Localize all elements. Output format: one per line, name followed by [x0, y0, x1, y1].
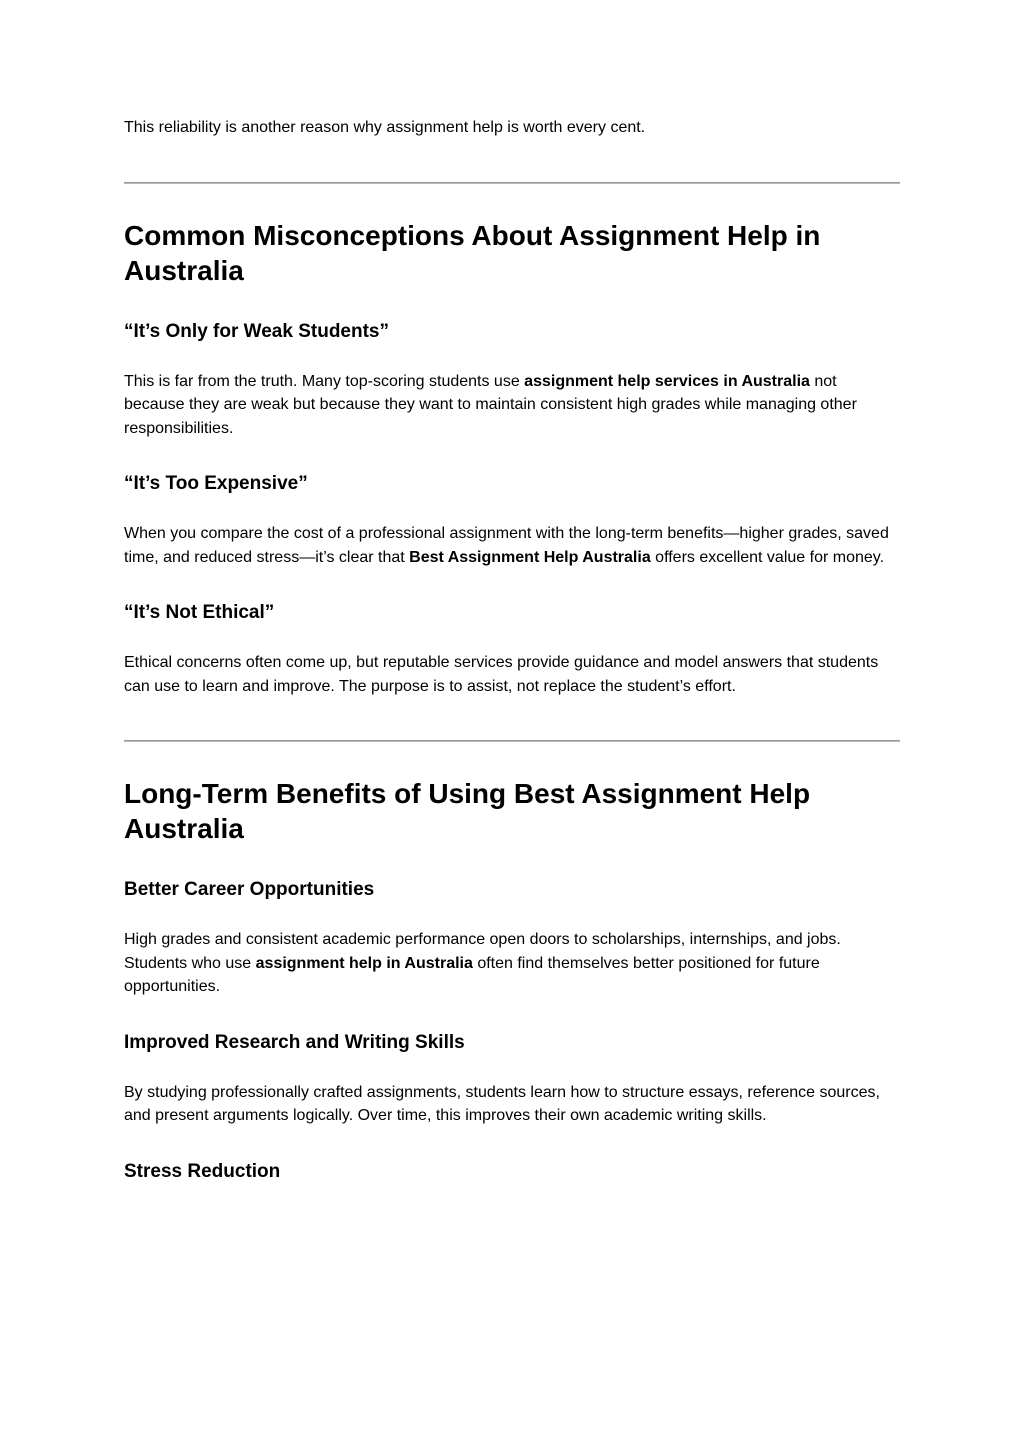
intro-paragraph: This reliability is another reason why assignment help is worth every cent.	[124, 119, 646, 136]
section-divider	[124, 740, 900, 742]
subsection-heading-research-writing-skills: Improved Research and Writing Skills	[124, 1031, 465, 1053]
body-paragraph-not-ethical: Ethical concerns often come up, but reputable services provide guidance and model answers that students can use to learn and improve. The purpose is to assist, not replace the student’s effort.	[124, 654, 879, 695]
body-paragraph-research-writing-skills: By studying professionally crafted assignments, students learn how to structure essays, reference sources, and present arguments logically. Over time, this improves their own academic writing skills.	[124, 1083, 880, 1124]
subsection-heading-weak-students: “It’s Only for Weak Students”	[124, 320, 389, 342]
body-paragraph-career-opportunities: High grades and consistent academic performance open doors to scholarships, internships, and jobs. Students who use assignment help in Australia often find themselves better positioned for future opportunities.	[124, 931, 841, 995]
body-paragraph-too-expensive: When you compare the cost of a professional assignment with the long-term benefits—higher grades, saved time, and reduced stress—it’s clear that Best Assignment Help Australia offers excellent value for money.	[124, 525, 889, 566]
section-divider	[124, 182, 900, 184]
subsection-heading-too-expensive: “It’s Too Expensive”	[124, 473, 308, 494]
section-title-long-term-benefits: Long-Term Benefits of Using Best Assignment Help Australia	[124, 778, 811, 844]
subsection-heading-not-ethical: “It’s Not Ethical”	[124, 602, 275, 623]
subsection-heading-stress-reduction: Stress Reduction	[124, 1160, 281, 1182]
subsection-heading-career-opportunities: Better Career Opportunities	[124, 879, 375, 900]
body-paragraph-weak-students: This is far from the truth. Many top-scoring students use assignment help services in Australia not because they are weak but because they want to maintain consistent high grades while managing other responsibilities.	[124, 372, 857, 437]
section-title-misconceptions: Common Misconceptions About Assignment Help in Australia	[124, 219, 821, 286]
